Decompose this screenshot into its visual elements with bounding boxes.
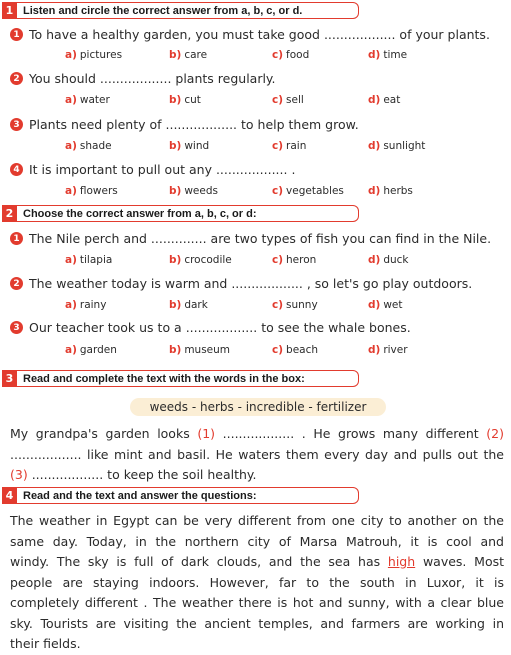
section-4-title: Read and the text and answer the questions: (17, 487, 359, 504)
word-box: weeds - herbs - incredible - fertilizer (130, 398, 386, 416)
option-c[interactable]: c) heron (272, 254, 317, 266)
section-1-header (2, 2, 359, 19)
option-a[interactable]: a) water (65, 94, 110, 106)
option-c[interactable]: c) rain (272, 140, 307, 152)
blank-number: (2) (486, 426, 505, 441)
completion-paragraph (10, 424, 504, 486)
section-1-number: 1 (2, 2, 17, 19)
option-c[interactable]: c) sell (272, 94, 304, 106)
question-number-badge: 2 (10, 72, 23, 85)
option-a[interactable]: a) tilapia (65, 254, 113, 266)
passage-line: sky. Tourists are visiting the ancient temples, and farmers are working in (10, 615, 504, 631)
question-text: The Nile perch and .............. are two types of fish you can find in the Nile. (29, 231, 492, 246)
option-a[interactable]: a) pictures (65, 49, 123, 61)
option-b[interactable]: b) museum (169, 344, 231, 356)
question-number-badge: 4 (10, 163, 23, 176)
option-c[interactable]: c) sunny (272, 299, 318, 311)
option-c[interactable]: c) vegetables (272, 185, 344, 197)
passage-line: The weather in Egypt can be very different from one city to another on the (10, 513, 504, 528)
option-d[interactable]: d) time (368, 49, 408, 61)
highlighted-word: high (387, 554, 416, 569)
option-d[interactable]: d) eat (368, 94, 401, 106)
option-b[interactable]: b) care (169, 49, 208, 61)
paragraph-line: (3) .................. to keep the soil healthy. (10, 467, 257, 482)
question-1-3 (10, 117, 359, 132)
option-d[interactable]: d) duck (368, 254, 409, 266)
option-a[interactable]: a) garden (65, 344, 117, 356)
option-a[interactable]: a) shade (65, 140, 112, 152)
blank-number: (1) (197, 426, 216, 441)
option-d[interactable]: d) sunlight (368, 140, 426, 152)
option-d[interactable]: d) river (368, 344, 408, 356)
option-d[interactable]: d) wet (368, 299, 403, 311)
paragraph-line: .................. like mint and basil. He waters them every day and pulls out the (10, 446, 504, 462)
section-4-header (2, 487, 359, 504)
option-b[interactable]: b) crocodile (169, 254, 232, 266)
passage-line: same day. Today, in the northern city of Marsa Matrouh, it is cool and (10, 533, 504, 549)
option-b[interactable]: b) wind (169, 140, 210, 152)
passage-line: people are staying indoors. However, far to the south in Luxor, it is (10, 574, 504, 590)
paragraph-line: My grandpa's garden looks (1) .................. . He grows many different (2) (10, 426, 505, 441)
question-1-4 (10, 162, 295, 177)
passage-line: their fields. (10, 636, 81, 651)
question-text: Our teacher took us to a .................. to see the whale bones. (29, 320, 411, 335)
option-d[interactable]: d) herbs (368, 185, 413, 197)
question-text: To have a healthy garden, you must take good .................. of your plants. (29, 27, 490, 42)
section-2-number: 2 (2, 205, 17, 222)
option-a[interactable]: a) flowers (65, 185, 118, 197)
option-c[interactable]: c) beach (272, 344, 319, 356)
question-1-2 (10, 71, 276, 86)
question-number-badge: 3 (10, 321, 23, 334)
question-2-3 (10, 320, 411, 335)
question-text: You should .................. plants regularly. (29, 71, 276, 86)
question-number-badge: 1 (10, 28, 23, 41)
question-text: It is important to pull out any .................. . (29, 162, 296, 177)
blank-number: (3) (10, 467, 28, 482)
option-b[interactable]: b) dark (169, 299, 208, 311)
reading-passage (10, 511, 504, 655)
section-2-header (2, 205, 359, 222)
section-4-number: 4 (2, 487, 17, 504)
section-3-number: 3 (2, 370, 17, 387)
question-text: Plants need plenty of .................. to help them grow. (29, 117, 359, 132)
section-3-header (2, 370, 359, 387)
question-2-2 (10, 276, 472, 291)
option-b[interactable]: b) weeds (169, 185, 218, 197)
question-1-1 (10, 27, 490, 42)
section-1-title: Listen and circle the correct answer from a, b, c, or d. (17, 2, 359, 19)
question-number-badge: 3 (10, 118, 23, 131)
option-a[interactable]: a) rainy (65, 299, 107, 311)
option-c[interactable]: c) food (272, 49, 310, 61)
question-text: The weather today is warm and .................. , so let's go play outdoors. (29, 276, 473, 291)
question-number-badge: 1 (10, 232, 23, 245)
passage-line: completely different . The weather there is hot and sunny, with a clear blue (10, 595, 504, 610)
option-b[interactable]: b) cut (169, 94, 201, 106)
section-3-title: Read and complete the text with the words in the box: (17, 370, 359, 387)
question-number-badge: 2 (10, 277, 23, 290)
section-2-title: Choose the correct answer from a, b, c, or d: (17, 205, 359, 222)
question-2-1 (10, 231, 491, 246)
passage-line: windy. The sky is full of dark clouds, and the sea has high waves. Most (10, 554, 505, 569)
